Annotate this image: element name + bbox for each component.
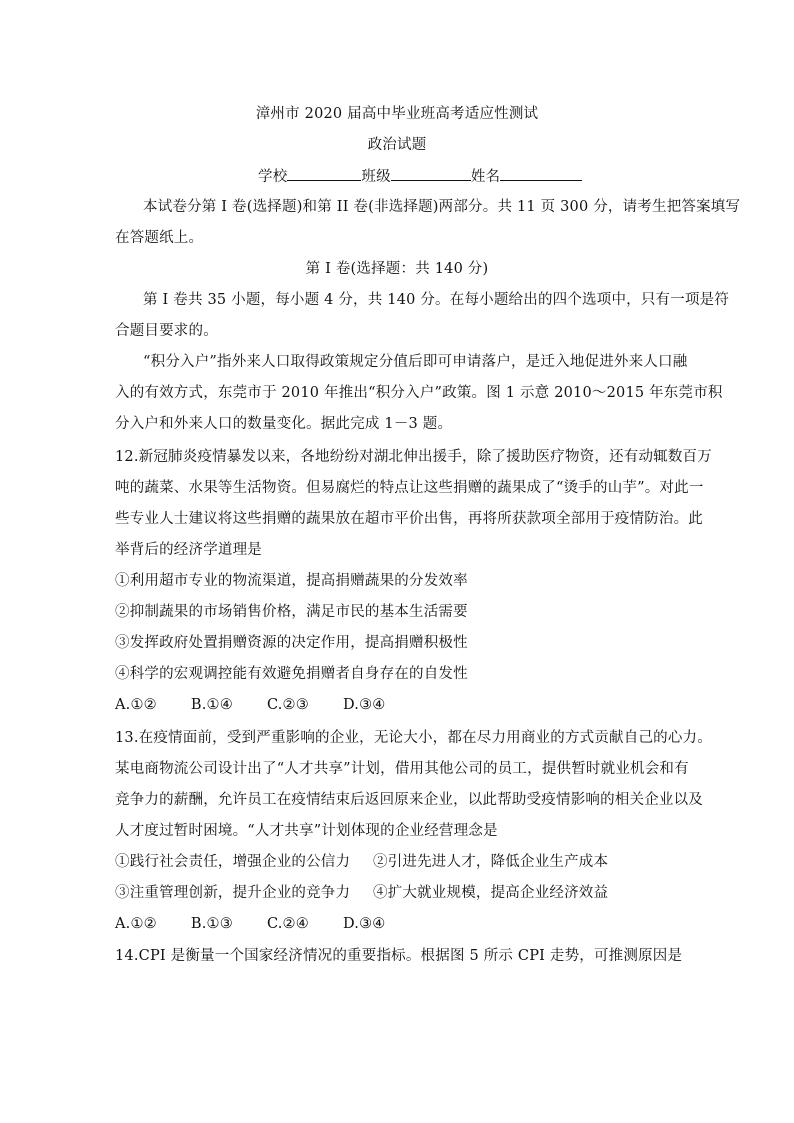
question-13-stem: 竞争力的薪酬，允许员工在疫情结束后返回原来企业，以此帮助受疫情影响的相关企业以及 [115, 792, 703, 808]
name-label: 姓名 [470, 169, 501, 185]
question-12-stem: 12.新冠肺炎疫情暴发以来，各地纷纷对湖北伸出援手，除了援助医疗物资，还有动辄数百万 [115, 449, 712, 465]
option-b: B.①④ [190, 697, 233, 713]
question-13-statement: ①践行社会责任，增强企业的公信力 [115, 854, 351, 870]
question-12-statement: ④科学的宏观调控能有效避免捐赠者自身存在的自发性 [115, 666, 468, 682]
question-12-statement: ③发挥政府处置捐赠资源的决定作用，提高捐赠积极性 [115, 635, 468, 651]
class-blank [391, 166, 471, 181]
question-13-statement: ②引进先进人才，降低企业生产成本 [373, 854, 609, 870]
question-13-statement: ④扩大就业规模，提高企业经济效益 [373, 885, 609, 901]
student-info-row [258, 166, 794, 187]
intro-line: 在答题纸上。 [115, 230, 204, 246]
option-a: A.①② [115, 697, 157, 713]
question-13-stem: 人才度过暂时困境。“人才共享”计划体现的企业经营理念是 [115, 823, 498, 839]
option-d: D.③④ [342, 697, 386, 713]
school-blank [287, 166, 361, 181]
question-13-stem: 13.在疫情面前，受到严重影响的企业，无论大小，都在尽力用商业的方式贡献自己的心力。 [115, 730, 712, 746]
exam-title: 漳州市 2020 届高中毕业班高考适应性测试 [255, 106, 539, 122]
material-text: “积分入户”指外来人口取得政策规定分值后即可申请落户，是迁入地促进外来人口融 [143, 354, 688, 370]
intro-line: 本试卷分第 I 卷(选择题)和第 II 卷(非选择题)两部分。共 11 页 300 分，请考生把答案填写 [143, 199, 741, 215]
name-blank [500, 166, 582, 181]
question-12-stem: 举背后的经济学道理是 [115, 542, 262, 558]
section-desc: 合题目要求的。 [115, 323, 218, 339]
option-c: C.②④ [266, 916, 309, 932]
question-12-stem: 些专业人士建议将这些捐赠的蔬果放在超市平价出售，再将所获款项全部用于疫情防治。此 [115, 511, 703, 527]
material-text: 入的有效方式，东莞市于 2010 年推出“积分入户”政策。图 1 示意 2010～2015 年东莞市积 [115, 385, 723, 401]
subject-title: 政治试题 [367, 137, 427, 153]
question-13-stem: 某电商物流公司设计出了“人才共享”计划，借用其他公司的员工，提供暂时就业机会和有 [115, 761, 689, 777]
option-a: A.①② [115, 916, 157, 932]
material-text: 分入户和外来人口的数量变化。据此完成 1－3 题。 [115, 416, 453, 432]
question-13-statement: ③注重管理创新，提升企业的竞争力 [115, 885, 351, 901]
section-desc: 第 I 卷共 35 小题，每小题 4 分，共 140 分。在每小题给出的四个选项中，只有一项是符 [143, 292, 730, 308]
option-c: C.②③ [266, 697, 309, 713]
section-heading: 第 I 卷(选择题：共 140 分) [305, 261, 489, 277]
option-d: D.③④ [342, 916, 386, 932]
question-12-options [115, 695, 695, 715]
question-12-stem: 吨的蔬菜、水果等生活物资。但易腐烂的特点让这些捐赠的蔬果成了“烫手的山芋”。对此一 [115, 480, 704, 496]
question-14-stem: 14.CPI 是衡量一个国家经济情况的重要指标。根据图 5 所示 CPI 走势，可推测原因是 [115, 948, 683, 964]
question-13-statement-row [115, 852, 695, 872]
question-12-statement: ①利用超市专业的物流渠道，提高捐赠蔬果的分发效率 [115, 573, 468, 589]
question-13-statement-row [115, 883, 695, 903]
class-label: 班级 [361, 169, 391, 185]
option-b: B.①③ [190, 916, 233, 932]
question-13-options [115, 914, 695, 934]
school-label: 学校 [258, 169, 288, 185]
question-12-statement: ②抑制蔬果的市场销售价格，满足市民的基本生活需要 [115, 604, 468, 620]
